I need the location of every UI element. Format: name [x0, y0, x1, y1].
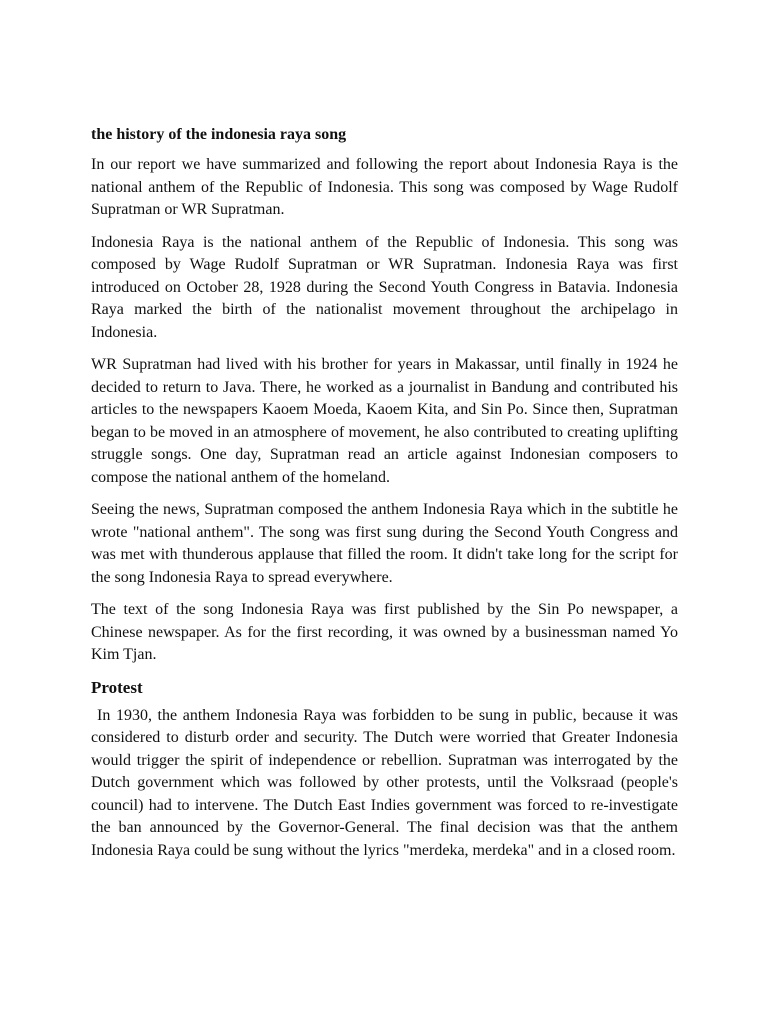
paragraph-composition: Seeing the news, Supratman composed the anthem Indonesia Raya which in the subtitle he wrote "national anthem". The song was first sung during the Second Youth Congress and was met with thunderous applause that filled the room. It didn't take long for the script for the song Indonesia Raya to spread everywhere.	[91, 501, 678, 586]
paragraph-protest: In 1930, the anthem Indonesia Raya was forbidden to be sung in public, because it was considered to disturb order and security. The Dutch were worried that Greater Indonesia would trigger the spirit of independence or rebellion. Supratman was interrogated by the Dutch government which was followed by other protests, until the Volksraad (people's council) had to intervene. The Dutch East Indies government was forced to re-investigate the ban announced by the Governor-General. The final decision was that the anthem Indonesia Raya could be sung without the lyrics "merdeka, merdeka" and in a closed room.	[91, 706, 678, 859]
document-page	[91, 124, 678, 862]
paragraph-anthem: Indonesia Raya is the national anthem of the Republic of Indonesia. This song was composed by Wage Rudolf Supratman or WR Supratman. Indonesia Raya was first introduced on October 28, 1928 during the Second Youth Congress in Batavia. Indonesia Raya marked the birth of the nationalist movement throughout the archipelago in Indonesia.	[91, 233, 678, 341]
paragraph-publication: The text of the song Indonesia Raya was first published by the Sin Po newspaper, a Chinese newspaper. As for the first recording, it was owned by a businessman named Yo Kim Tjan.	[91, 601, 678, 663]
paragraph-makassar: WR Supratman had lived with his brother for years in Makassar, until finally in 1924 he decided to return to Java. There, he worked as a journalist in Bandung and contributed his articles to the newspapers Kaoem Moeda, Kaoem Kita, and Sin Po. Since then, Supratman began to be moved in an atmosphere of movement, he also contributed to creating uplifting struggle songs. One day, Supratman read an article against Indonesian composers to compose the national anthem of the homeland.	[91, 356, 678, 486]
document-title: the history of the indonesia raya song	[91, 126, 347, 143]
paragraph-intro: In our report we have summarized and following the report about Indonesia Raya is the national anthem of the Republic of Indonesia. This song was composed by Wage Rudolf Supratman or WR Supratman.	[91, 156, 678, 218]
protest-heading: Protest	[91, 677, 143, 697]
